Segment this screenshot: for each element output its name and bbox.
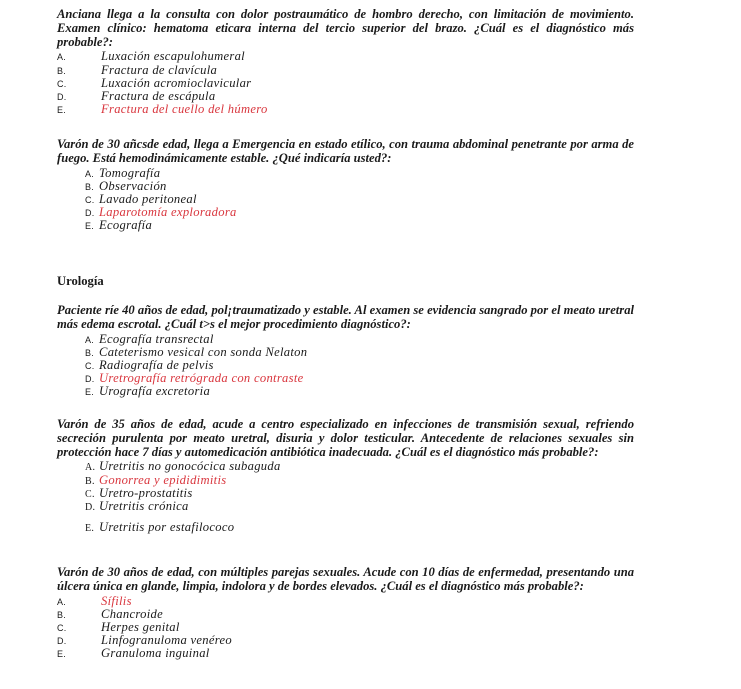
option-text: Luxación acromioclavicular: [101, 75, 252, 90]
question-4: [57, 418, 634, 534]
option-text: Uretritis crónica: [99, 498, 189, 513]
option-b[interactable]: [57, 608, 634, 621]
question-stem: Paciente ríe 40 años de edad, pol¡traumatizado y estable. Al examen se evidencia sangrado por el meato uretral más edema escrotal. ¿Cuál t>s el mejor procedimiento diagnóstico?:: [57, 303, 634, 331]
option-list: [57, 460, 634, 534]
option-letter: E.: [57, 105, 67, 116]
option-text: Fractura del cuello del húmero: [101, 102, 268, 117]
option-text: Cateterismo vesical con sonda Nelaton: [99, 344, 308, 359]
question-3: [57, 304, 634, 399]
option-text: Herpes genital: [101, 619, 180, 634]
option-letter: B.: [57, 609, 67, 620]
option-text: Radiografía de pelvis: [99, 357, 214, 372]
option-text: Lavado peritoneal: [99, 191, 197, 206]
option-c[interactable]: [57, 77, 634, 90]
option-text: Gonorrea y epididimitis: [99, 472, 227, 487]
option-text: Ecografía transrectal: [99, 331, 214, 346]
option-list: [57, 595, 634, 661]
option-text: Uretro-prostatitis: [99, 485, 193, 500]
option-list: [57, 333, 634, 399]
option-letter: B.: [85, 181, 95, 192]
option-text: Sífilis: [101, 593, 132, 608]
option-letter: D.: [85, 374, 95, 385]
option-text: Fractura de clavícula: [101, 62, 218, 77]
option-text: Uretritis por estafilococo: [99, 520, 235, 535]
option-e[interactable]: [57, 219, 634, 232]
question-stem: Varón de 30 años de edad, con múltiples parejas sexuales. Acude con 10 días de enfermedad, presentando una úlcera única en glande, limpia, indolora y de bordes elevados. ¿Cuál es el diagnóstico más probable?:: [57, 565, 634, 593]
option-text: Laparotomía exploradora: [99, 205, 237, 220]
question-stem: Varón de 35 años de edad, acude a centro especializado en infecciones de transmisión sexual, refriendo secreción purulenta por meato uretral, disuria y dolor testicular. Antecedente de relaciones sexuales sin protección hace 7 días y automedicación antibiótica inadecuada. ¿Cuál es el diagnóstico más probable?:: [57, 417, 634, 459]
option-letter: E.: [85, 387, 95, 398]
option-d[interactable]: [57, 500, 634, 513]
option-letter: D.: [85, 501, 96, 513]
option-b[interactable]: [57, 64, 634, 77]
option-letter: A.: [85, 462, 96, 474]
option-letter: E.: [57, 649, 67, 660]
option-text: Uretritis no gonocócica subaguda: [99, 459, 281, 474]
question-2: [57, 138, 634, 233]
option-text: Observación: [99, 178, 167, 193]
question-5: [57, 566, 634, 661]
option-letter: A.: [57, 596, 67, 607]
option-letter: C.: [85, 360, 95, 371]
option-text: Urografía excretoria: [99, 384, 211, 399]
option-letter: E.: [85, 523, 95, 535]
option-letter: C.: [57, 622, 67, 633]
option-list: [57, 167, 634, 233]
option-e-correct[interactable]: [57, 103, 634, 116]
option-a-correct[interactable]: [57, 595, 634, 608]
option-letter: A.: [57, 52, 67, 63]
question-stem: Anciana llega a la consulta con dolor postraumático de hombro derecho, con limitación de movimiento. Examen clínico: hematoma eticara interna del tercio superior del brazo. ¿Cuál es el diagnóstico más probable?:: [57, 7, 634, 49]
option-e[interactable]: [57, 385, 634, 398]
option-text: Uretrografía retrógrada con contraste: [99, 371, 304, 386]
option-text: Fractura de escápula: [101, 88, 216, 103]
option-e[interactable]: [57, 647, 634, 660]
option-text: Linfogranuloma venéreo: [101, 633, 233, 648]
option-letter: C.: [85, 194, 95, 205]
option-letter: D.: [85, 208, 95, 219]
option-letter: C.: [57, 78, 67, 89]
option-text: Chancroide: [101, 606, 163, 621]
option-text: Luxación escapulohumeral: [101, 49, 245, 64]
option-letter: A.: [85, 334, 95, 345]
option-letter: B.: [85, 347, 95, 358]
option-letter: B.: [85, 475, 95, 487]
section-heading: Urología: [57, 274, 104, 288]
option-letter: C.: [85, 488, 95, 500]
option-e[interactable]: [57, 521, 634, 534]
option-text: Ecografía: [99, 218, 153, 233]
question-stem: Varón de 30 añcsde edad, llega a Emergencia en estado etílico, con trauma abdominal penetrante por arma de fuego. Está hemodinámicamente estable. ¿Qué indicaría usted?:: [57, 137, 634, 165]
option-text: Granuloma inguinal: [101, 646, 210, 661]
option-a[interactable]: [57, 50, 634, 63]
option-letter: D.: [57, 636, 67, 647]
option-letter: D.: [57, 91, 67, 102]
option-letter: B.: [57, 65, 67, 76]
option-text: Tomografía: [99, 165, 161, 180]
option-letter: A.: [85, 168, 95, 179]
option-list: [57, 50, 634, 116]
question-1: [57, 8, 634, 116]
option-letter: E.: [85, 221, 95, 232]
